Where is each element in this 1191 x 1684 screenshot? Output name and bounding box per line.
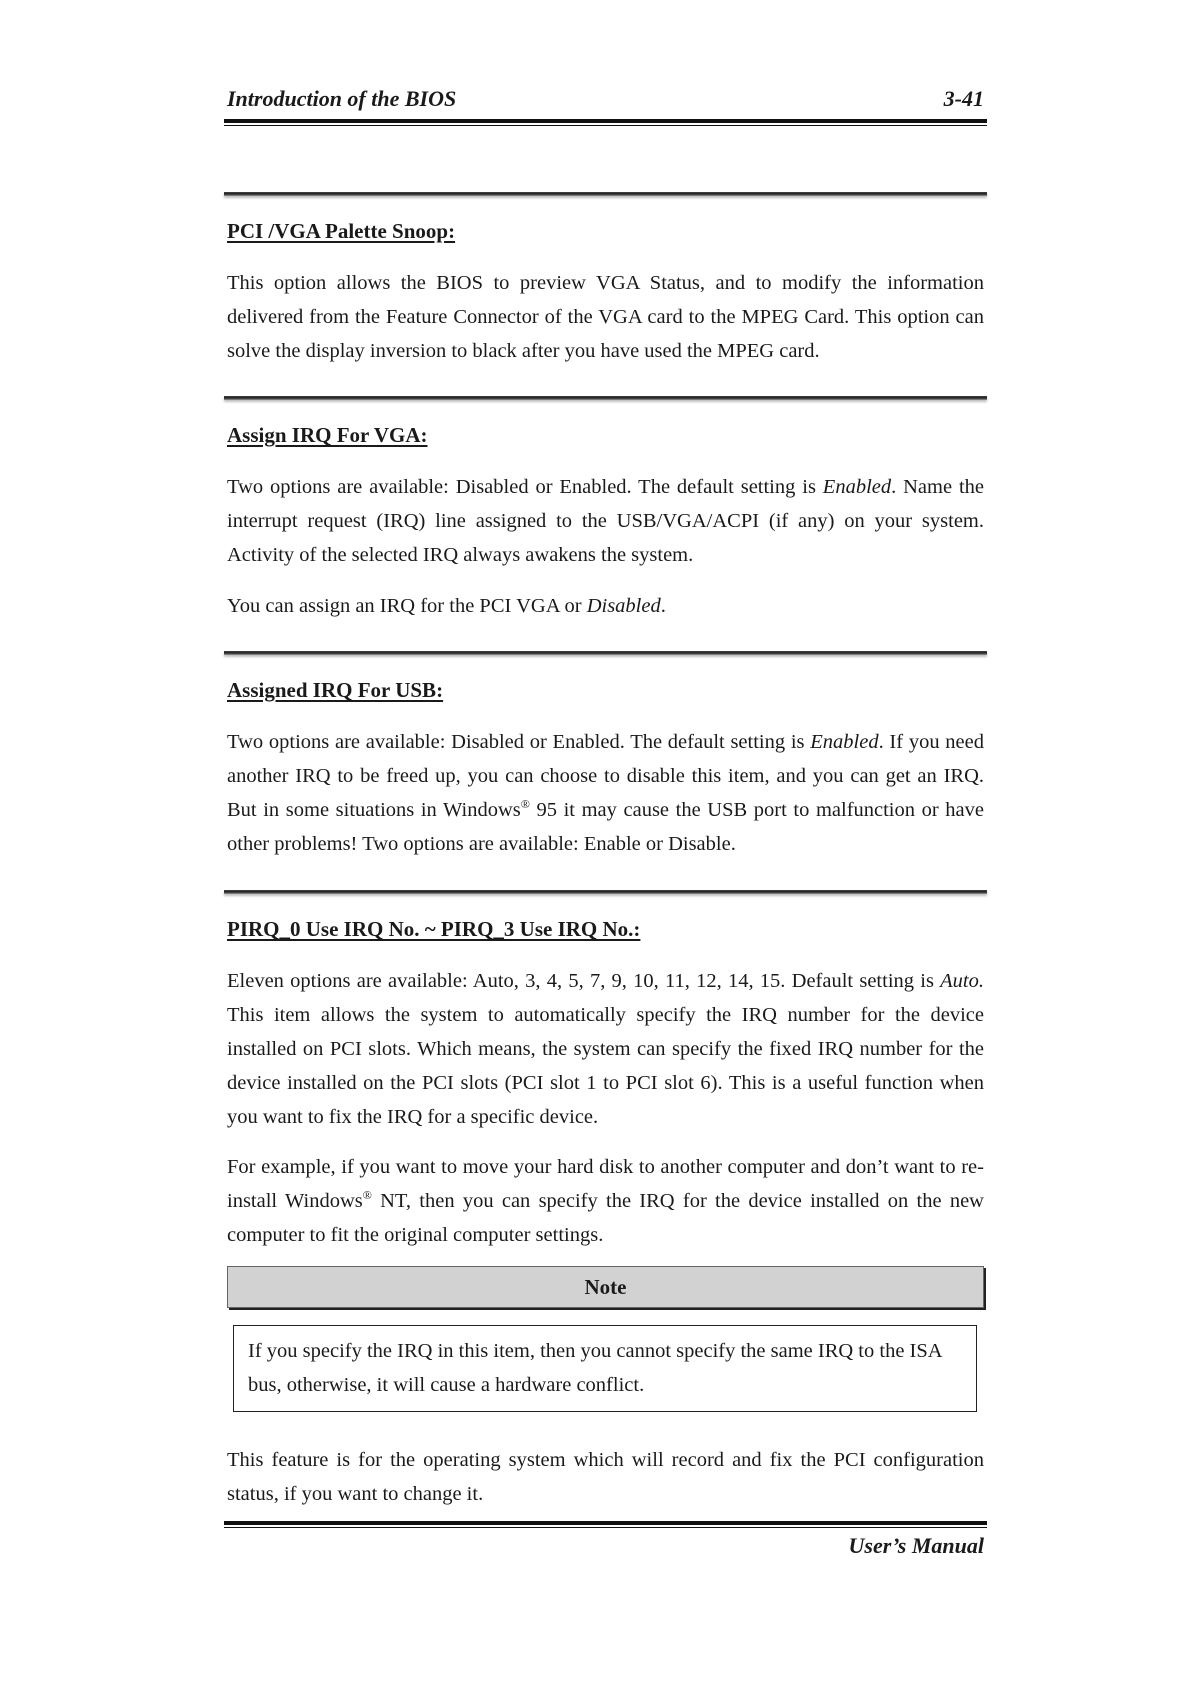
chapter-title: Introduction of the BIOS [227, 86, 457, 111]
section-paragraph: You can assign an IRQ for the PCI VGA or Disabled. [227, 595, 666, 617]
section-paragraph: For example, if you want to move your hard disk to another computer and don’t want to re-install Windows® NT, then you can specify the IRQ for the device installed on the new computer to fit the original computer settings. [227, 1156, 984, 1246]
note-header: Note [227, 1266, 984, 1308]
section-divider [224, 890, 987, 894]
section-heading-assign-irq-vga: Assign IRQ For VGA: [227, 423, 428, 447]
section-heading-pci-vga-palette-snoop: PCI /VGA Palette Snoop: [227, 219, 456, 243]
header-rule [224, 119, 987, 126]
section-paragraph: Two options are available: Disabled or Enabled. The default setting is Enabled. Name the interrupt request (IRQ) line assigned to the USB/VGA/ACPI (if any) on your system. Activity of the selected IRQ always awakens the system. [227, 476, 984, 566]
section-divider [224, 192, 987, 196]
section-heading-assigned-irq-usb: Assigned IRQ For USB: [227, 678, 444, 702]
section-paragraph: Eleven options are available: Auto, 3, 4, 5, 7, 9, 10, 11, 12, 14, 15. Default setting is Auto. This item allows the system to automatically specify the IRQ number for the device installed on PCI slots. Which means, the system can specify the fixed IRQ number for the device installed on the PCI slots (PCI slot 1 to PCI slot 6). This is a useful function when you want to fix the IRQ for a specific device. [227, 970, 984, 1128]
page-footer: User’s Manual [848, 1533, 984, 1558]
page-header [227, 86, 984, 116]
section-paragraph: This feature is for the operating system which will record and fix the PCI configuration status, if you want to change it. [227, 1449, 984, 1505]
note-body: If you specify the IRQ in this item, then you cannot specify the same IRQ to the ISA bus, otherwise, it will cause a hardware conflict. [233, 1325, 977, 1412]
section-heading-pirq-use-irq: PIRQ_0 Use IRQ No. ~ PIRQ_3 Use IRQ No.: [227, 917, 641, 941]
page-number: 3-41 [943, 86, 984, 111]
footer-rule [224, 1521, 987, 1528]
section-paragraph: This option allows the BIOS to preview VGA Status, and to modify the information delivered from the Feature Connector of the VGA card to the MPEG Card. This option can solve the display inversion to black after you have used the MPEG card. [227, 272, 984, 362]
section-divider [224, 396, 987, 400]
section-divider [224, 651, 987, 655]
section-paragraph: Two options are available: Disabled or Enabled. The default setting is Enabled. If you need another IRQ to be freed up, you can choose to disable this item, and you can get an IRQ. But in some situations in Windows® 95 it may cause the USB port to malfunction or have other problems! Two options are available: Enable or Disable. [227, 731, 984, 855]
